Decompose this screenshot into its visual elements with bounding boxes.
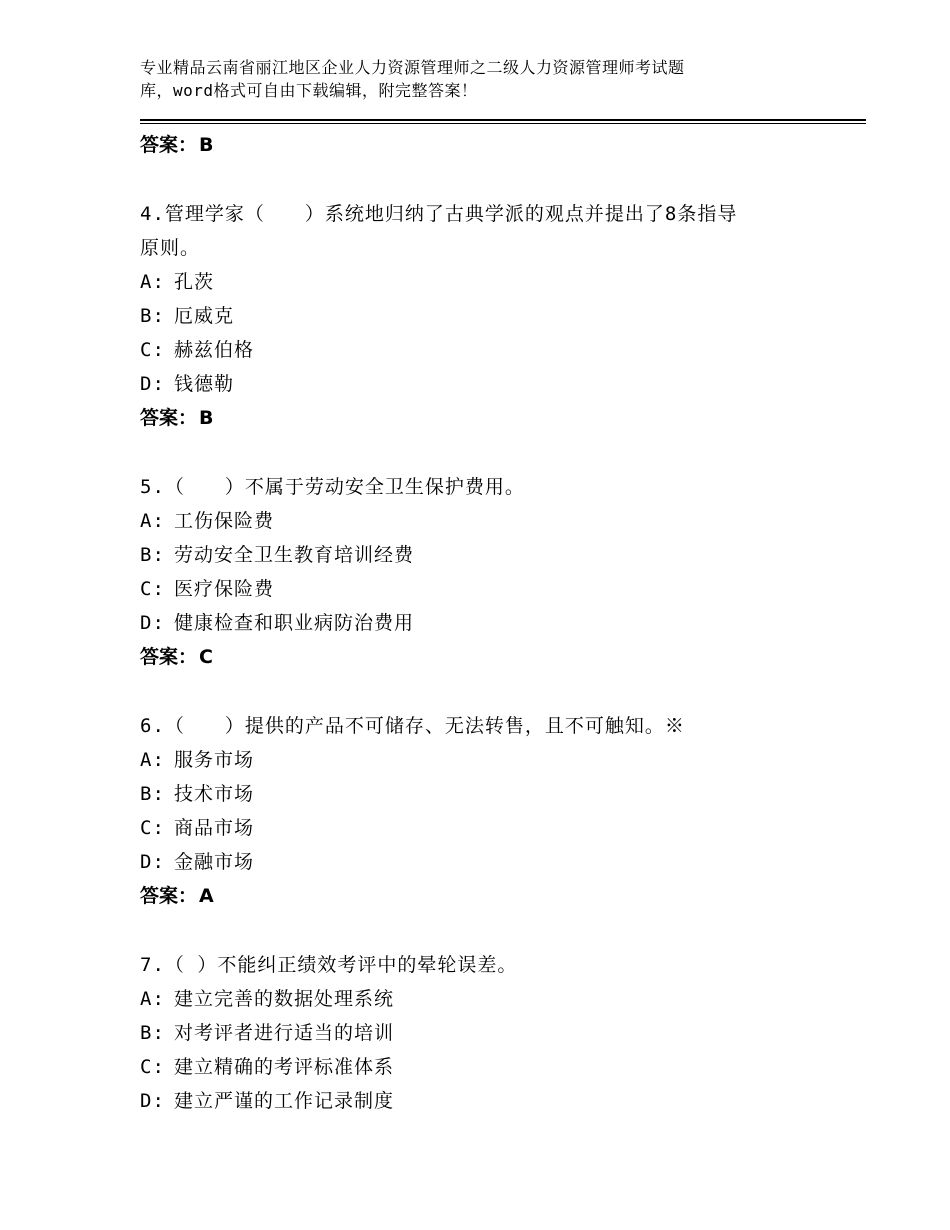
option-b [140, 777, 840, 811]
question-list [140, 128, 840, 1118]
option-a [140, 982, 840, 1016]
option-letter: B: [140, 783, 165, 805]
answer-value: B [199, 407, 214, 429]
question-stem-line-1: 7.（ ）不能纠正绩效考评中的晕轮误差。 [140, 954, 518, 976]
question-stem-line-1: 4.管理学家（ ）系统地归纳了古典学派的观点并提出了8条指导 [140, 203, 738, 225]
question-stem-line-1: 5.（ ）不属于劳动安全卫生保护费用。 [140, 476, 525, 498]
header-title-line-1: 专业精品云南省丽江地区企业人力资源管理师之二级人力资源管理师考试题 [140, 58, 685, 77]
option-letter: D: [140, 612, 165, 634]
option-letter: C: [140, 578, 165, 600]
option-d [140, 845, 840, 879]
answer-previous-question [140, 128, 840, 162]
option-letter: A: [140, 749, 165, 771]
question-stem [140, 709, 840, 743]
answer [140, 401, 840, 435]
option-d [140, 367, 840, 401]
header-title-line-2: 库，word格式可自由下载编辑，附完整答案！ [140, 81, 478, 100]
option-text: 对考评者进行适当的培训 [174, 1022, 395, 1044]
option-letter: C: [140, 1056, 165, 1078]
header-divider-thin [140, 123, 866, 124]
option-letter: A: [140, 988, 165, 1010]
header-divider [140, 119, 866, 124]
option-b [140, 1016, 840, 1050]
option-text: 钱德勒 [174, 373, 235, 395]
header-divider-thick [140, 119, 866, 121]
question-7 [140, 948, 840, 1118]
document-header [140, 56, 840, 102]
option-letter: C: [140, 817, 165, 839]
question-stem [140, 948, 840, 982]
option-text: 健康检查和职业病防治费用 [174, 612, 415, 634]
option-letter: A: [140, 271, 165, 293]
answer [140, 879, 840, 913]
question-stem-line-2: 原则。 [140, 237, 201, 259]
option-a [140, 504, 840, 538]
question-stem [140, 470, 840, 504]
option-b [140, 538, 840, 572]
option-text: 建立完善的数据处理系统 [174, 988, 395, 1010]
answer-label: 答案： [140, 134, 198, 156]
option-letter: C: [140, 339, 165, 361]
option-a [140, 743, 840, 777]
option-text: 厄威克 [174, 305, 235, 327]
option-text: 技术市场 [174, 783, 255, 805]
option-d [140, 606, 840, 640]
answer-value: B [199, 134, 214, 156]
option-letter: B: [140, 1022, 165, 1044]
option-letter: B: [140, 544, 165, 566]
option-text: 商品市场 [174, 817, 255, 839]
option-c [140, 333, 840, 367]
option-text: 金融市场 [174, 851, 255, 873]
option-text: 赫兹伯格 [174, 339, 255, 361]
option-text: 工伤保险费 [174, 510, 275, 532]
question-stem-line-1: 6.（ ）提供的产品不可储存、无法转售，且不可触知。※ [140, 715, 685, 737]
question-stem [140, 197, 840, 265]
question-6 [140, 709, 840, 913]
answer-value: A [199, 885, 214, 907]
option-b [140, 299, 840, 333]
option-text: 医疗保险费 [174, 578, 275, 600]
option-d [140, 1084, 840, 1118]
option-c [140, 1050, 840, 1084]
answer-label: 答案： [140, 646, 198, 668]
option-text: 服务市场 [174, 749, 255, 771]
option-letter: A: [140, 510, 165, 532]
option-letter: B: [140, 305, 165, 327]
option-text: 劳动安全卫生教育培训经费 [174, 544, 415, 566]
option-text: 孔茨 [174, 271, 215, 293]
option-letter: D: [140, 373, 165, 395]
answer-value: C [199, 646, 213, 668]
option-letter: D: [140, 851, 165, 873]
option-a [140, 265, 840, 299]
question-5 [140, 470, 840, 674]
option-text: 建立严谨的工作记录制度 [174, 1090, 395, 1112]
answer [140, 640, 840, 674]
answer-label: 答案： [140, 407, 198, 429]
option-text: 建立精确的考评标准体系 [174, 1056, 395, 1078]
option-c [140, 572, 840, 606]
option-c [140, 811, 840, 845]
question-4 [140, 197, 840, 435]
option-letter: D: [140, 1090, 165, 1112]
answer-label: 答案： [140, 885, 198, 907]
